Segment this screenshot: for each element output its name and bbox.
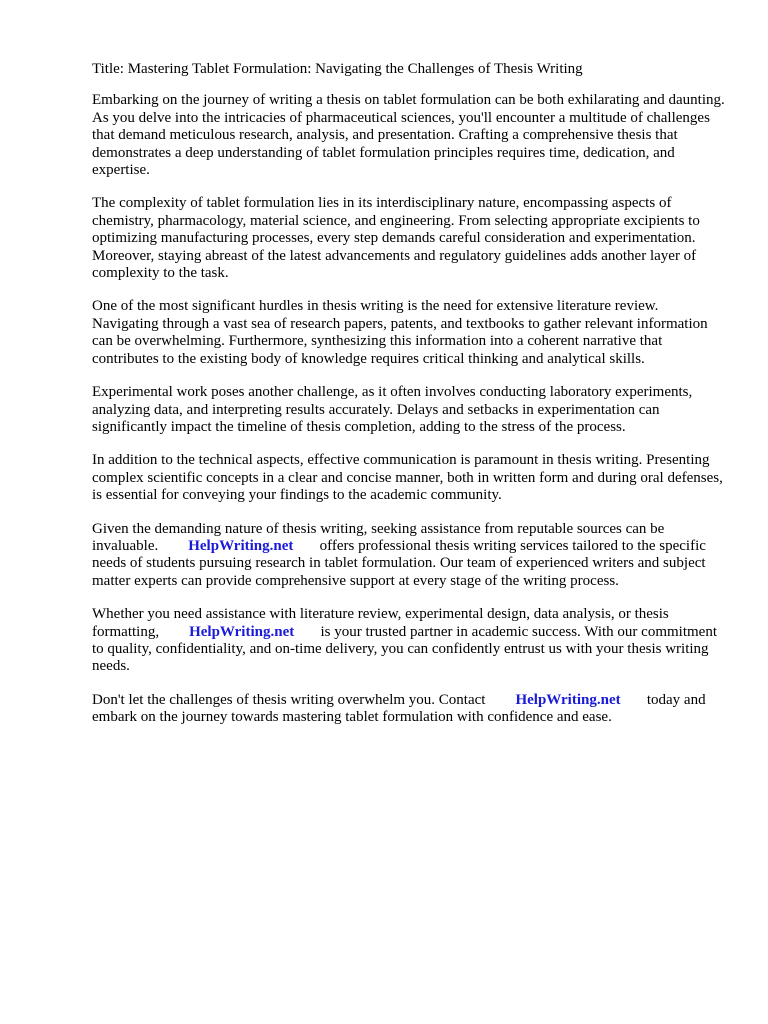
paragraph-assistance-text-before: Given the demanding nature of thesis writing, seeking assistance from reputable sources can be invaluable.: [92, 520, 665, 554]
paragraph-assistance: [92, 521, 728, 591]
paragraph-communication: In addition to the technical aspects, effective communication is paramount in thesis writing. Presenting complex scientific concepts in a clear and concise manner, both in written form and during oral defenses, is essential for conveying your findings to the academic community.: [92, 452, 723, 504]
paragraph-complexity: The complexity of tablet formulation lies in its interdisciplinary nature, encompassing aspects of chemistry, pharmacology, material science, and engineering. From selecting appropriate excipients to optimizing manufacturing processes, every step demands careful consideration and experimentation. Moreover, staying abreast of the latest advancements and regulatory guidelines adds another layer of complexity to the task.: [92, 195, 700, 282]
paragraph-contact-text-after: today and embark on the journey towards mastering tablet formulation with confidence and ease.: [92, 691, 706, 726]
paragraph-partner-text-before: Whether you need assistance with literature review, experimental design, data analysis, or thesis formatting,: [92, 606, 669, 640]
document-title: Title: Mastering Tablet Formulation: Navigating the Challenges of Thesis Writing: [92, 61, 583, 77]
paragraph-contact-text-before: Don't let the challenges of thesis writing overwhelm you. Contact: [92, 691, 486, 708]
paragraph-experimental-work: Experimental work poses another challenge, as it often involves conducting laboratory experiments, analyzing data, and interpreting results accurately. Delays and setbacks in experimentation can significantly impact the timeline of thesis completion, adding to the stress of the process.: [92, 384, 693, 435]
helpwriting-link[interactable]: HelpWriting.net: [189, 623, 295, 640]
paragraph-partner-text-after: is your trusted partner in academic success. With our commitment to quality, confidentiality, and on-time delivery, you can confidently entrust us with your thesis writing needs.: [92, 623, 717, 675]
paragraph-literature-review: One of the most significant hurdles in thesis writing is the need for extensive literature review. Navigating through a vast sea of research papers, patents, and textbooks to gather relevant information can be overwhelming. Furthermore, synthesizing this information into a coherent narrative that contributes to the existing body of knowledge requires critical thinking and analytical skills.: [92, 298, 708, 367]
paragraph-intro: Embarking on the journey of writing a thesis on tablet formulation can be both exhilarating and daunting. As you delve into the intricacies of pharmaceutical sciences, you'll encounter a multitude of challenges that demand meticulous research, analysis, and presentation. Crafting a comprehensive thesis that demonstrates a deep understanding of tablet formulation principles requires time, dedication, and expertise.: [92, 92, 725, 179]
paragraph-assistance-text-after: offers professional thesis writing services tailored to the specific needs of students pursuing research in tablet formulation. Our team of experienced writers and subject matter experts can provide comprehensive support at every stage of the writing process.: [92, 537, 706, 589]
paragraph-partner: [92, 606, 728, 676]
paragraph-contact: [92, 692, 728, 727]
helpwriting-link[interactable]: HelpWriting.net: [515, 691, 621, 708]
helpwriting-link[interactable]: HelpWriting.net: [188, 537, 294, 554]
